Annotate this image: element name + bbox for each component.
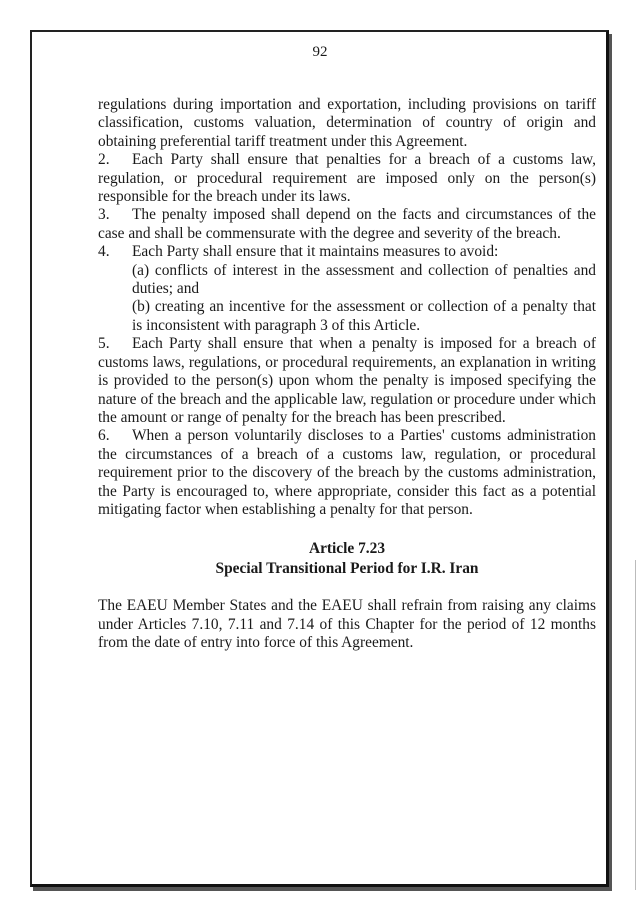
paragraph-text: Each Party shall ensure that when a penalty is imposed for a breach of customs laws, regulations, or procedural requirements, an explanation in writing is provided to the person(s) upon whom the penalty is imposed specifying the nature of the breach and the applicable law, regulation or procedure under which the amount or range of penalty for the breach has been prescribed.: [98, 335, 596, 426]
document-body: [98, 96, 596, 653]
paragraph-number: 4.: [98, 243, 110, 261]
paragraph-intro: regulations during importation and exportation, including provisions on tariff classification, customs valuation, determination of country of origin and obtaining preferential tariff treatment under this Agreement.: [98, 96, 596, 150]
article-text: The EAEU Member States and the EAEU shall refrain from raising any claims under Articles 7.10, 7.11 and 7.14 of this Chapter for the period of 12 months from the date of entry into force of this Agreement.: [98, 597, 596, 652]
paragraph-3: [98, 206, 596, 243]
article-number: Article 7.23: [308, 540, 386, 558]
paragraph-text: The penalty imposed shall depend on the facts and circumstances of the case and shall be commensurate with the degree and severity of the breach.: [98, 206, 596, 242]
paragraph-4: [98, 243, 596, 261]
paragraph-number: 2.: [98, 151, 110, 169]
subparagraph-a: (a) conflicts of interest in the assessment and collection of penalties and duties; and: [132, 261, 596, 298]
scan-edge: [635, 560, 636, 890]
page-number: 92: [312, 44, 328, 60]
subparagraph-b: (b) creating an incentive for the assessment or collection of a penalty that is inconsistent with paragraph 3 of this Article.: [132, 298, 596, 334]
paragraph-number: 6.: [98, 427, 110, 445]
paragraph-6: [98, 427, 596, 519]
paragraph-number: 5.: [98, 335, 110, 353]
paragraph-5: [98, 335, 596, 427]
article-title: Special Transitional Period for I.R. Iran: [215, 560, 479, 578]
paragraph-2: [98, 151, 596, 206]
article-heading: [98, 539, 596, 579]
paragraph-text: When a person voluntarily discloses to a Parties' customs administration the circumstances of a breach of a customs law, regulation, or procedural requirement prior to the discovery of the breach by the customs administration, the Party is encouraged to, where appropriate, consider this fact as a potential mitigating factor when establishing a penalty for that person.: [98, 427, 596, 518]
paragraph-text: Each Party shall ensure that penalties for a breach of a customs law, regulation, or procedural requirement are imposed only on the person(s) responsible for the breach under its laws.: [98, 151, 596, 206]
paragraph-text: Each Party shall ensure that it maintains measures to avoid:: [132, 243, 499, 261]
paragraph-number: 3.: [98, 206, 110, 224]
